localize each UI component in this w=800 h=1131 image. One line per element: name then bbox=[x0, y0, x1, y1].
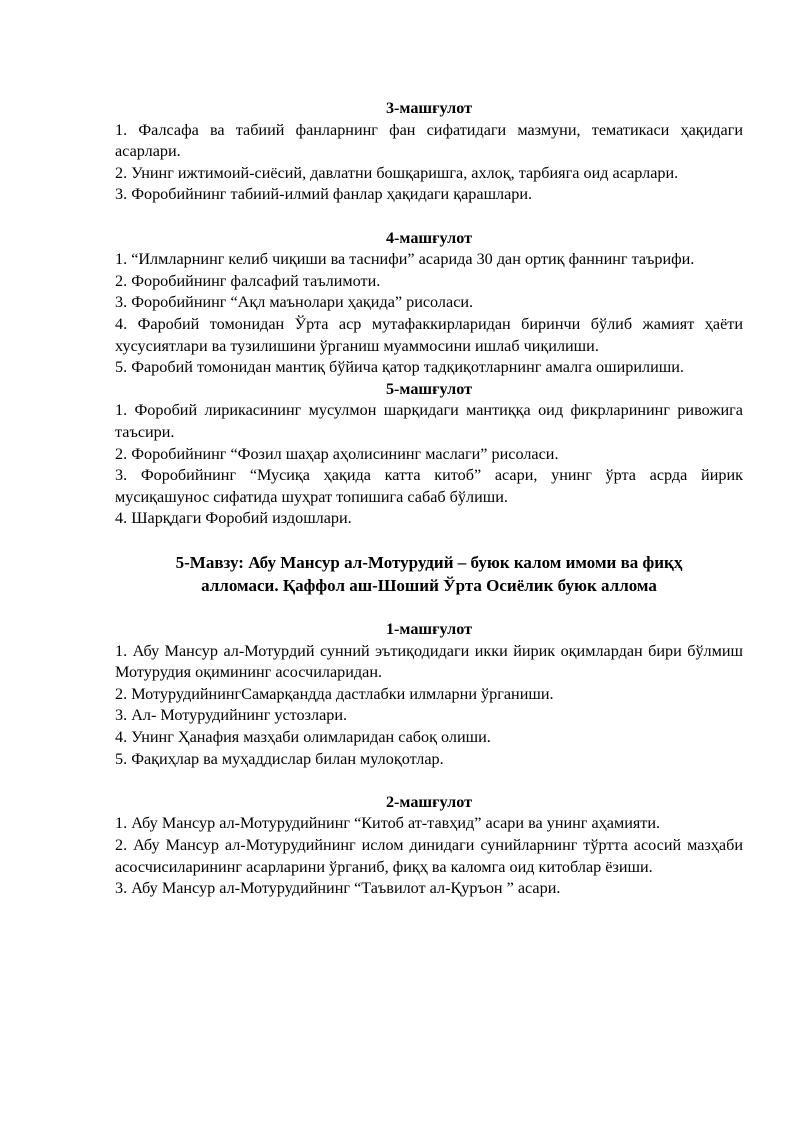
list-item: 5. Фаробий томонидан мантиқ бўйича қатор тадқиқотларнинг амалга оширилиши. bbox=[115, 358, 684, 377]
list-item: 1. Форобий лирикасининг мусулмон шарқидаги мантиққа оид фикрларининг ривожига таъсири. bbox=[115, 401, 743, 441]
list-item: 3. Форобийнинг “Ақл маънолари ҳақида” рисоласи. bbox=[115, 293, 474, 312]
list-item: 4. Шарқдаги Форобий издошлари. bbox=[115, 509, 352, 528]
list-item: 3. Форобийнинг табиий-илмий фанлар ҳақидаги қарашлари. bbox=[115, 185, 533, 204]
section-heading: 2-машғулот bbox=[385, 792, 473, 811]
list-item: 2. Унинг ижтимоий-сиёсий, давлатни бошқаришга, ахлоқ, тарбияга оид асарлари. bbox=[115, 163, 679, 182]
topic-title-line-1: 5-Мавзу: Абу Мансур ал-Мотурудий – буюк калом имоми ва фиқҳ bbox=[175, 553, 683, 573]
list-item: 4. Унинг Ҳанафия мазҳаби олимларидан сабоқ олиши. bbox=[115, 728, 491, 747]
list-item: 3. Ал- Мотурудийнинг устозлари. bbox=[115, 706, 348, 725]
section-heading: 3-машғулот bbox=[385, 99, 473, 117]
list-item: 2. Форобийнинг “Фозил шаҳар аҳолисининг маслаги” рисоласи. bbox=[115, 444, 559, 463]
list-item: 1. Абу Мансур ал-Мотурдий сунний эътиқодидаги икки йирик оқимлардан бири бўлмиш Мотурудия оқимининг асосчиларидан. bbox=[115, 641, 743, 682]
list-item: 1. “Илмларнинг келиб чиқиши ва таснифи” асарида 30 дан ортиқ фаннинг таърифи. bbox=[115, 250, 695, 269]
list-item: 1. Абу Мансур ал-Мотурудийнинг “Китоб ат-тавҳид” асари ва унинг аҳамияти. bbox=[115, 814, 661, 833]
section-heading: 4-машғулот bbox=[385, 228, 473, 247]
list-item: 3. Абу Мансур ал-Мотурудийнинг “Таъвилот ал-Қуръон ” асари. bbox=[115, 879, 561, 898]
list-item: 2. МотурудийнингСамарқандда дастлабки илмларни ўрганиши. bbox=[115, 684, 554, 703]
document-page bbox=[115, 98, 743, 900]
list-item: 5. Фақиҳлар ва муҳаддислар билан мулоқотлар. bbox=[115, 749, 444, 768]
list-item: 2. Форобийнинг фалсафий таълимоти. bbox=[115, 271, 381, 290]
list-item: 4. Фаробий томонидан Ўрта аср мутафаккирларидан биринчи бўлиб жамият ҳаёти хусусиятлари ва тузилишини ўрганиш муаммосини ишлаб чиқилиши. bbox=[115, 314, 743, 355]
list-item: 1. Фалсафа ва табиий фанларнинг фан сифатидаги мазмуни, тематикаси ҳақидаги асарлари. bbox=[115, 120, 743, 161]
section-heading: 5-машғулот bbox=[385, 379, 473, 398]
list-item: 3. Форобийнинг “Мусиқа ҳақида катта китоб” асари, унинг ўрта асрда йирик мусиқашунос сифатида шуҳрат топишига сабаб бўлиши. bbox=[115, 466, 743, 506]
section-heading: 1-машғулот bbox=[385, 620, 473, 639]
topic-title-line-2: алломаси. Қаффол аш-Шоший Ўрта Осиёлик буюк аллома bbox=[201, 576, 657, 596]
list-item: 2. Абу Мансур ал-Мотурудийнинг ислом динидаги сунийларнинг тўртта асосий мазҳаби асосчисиларининг асарларини ўрганиб, фиқҳ ва каломга оид китоблар ёзиши. bbox=[115, 836, 743, 876]
